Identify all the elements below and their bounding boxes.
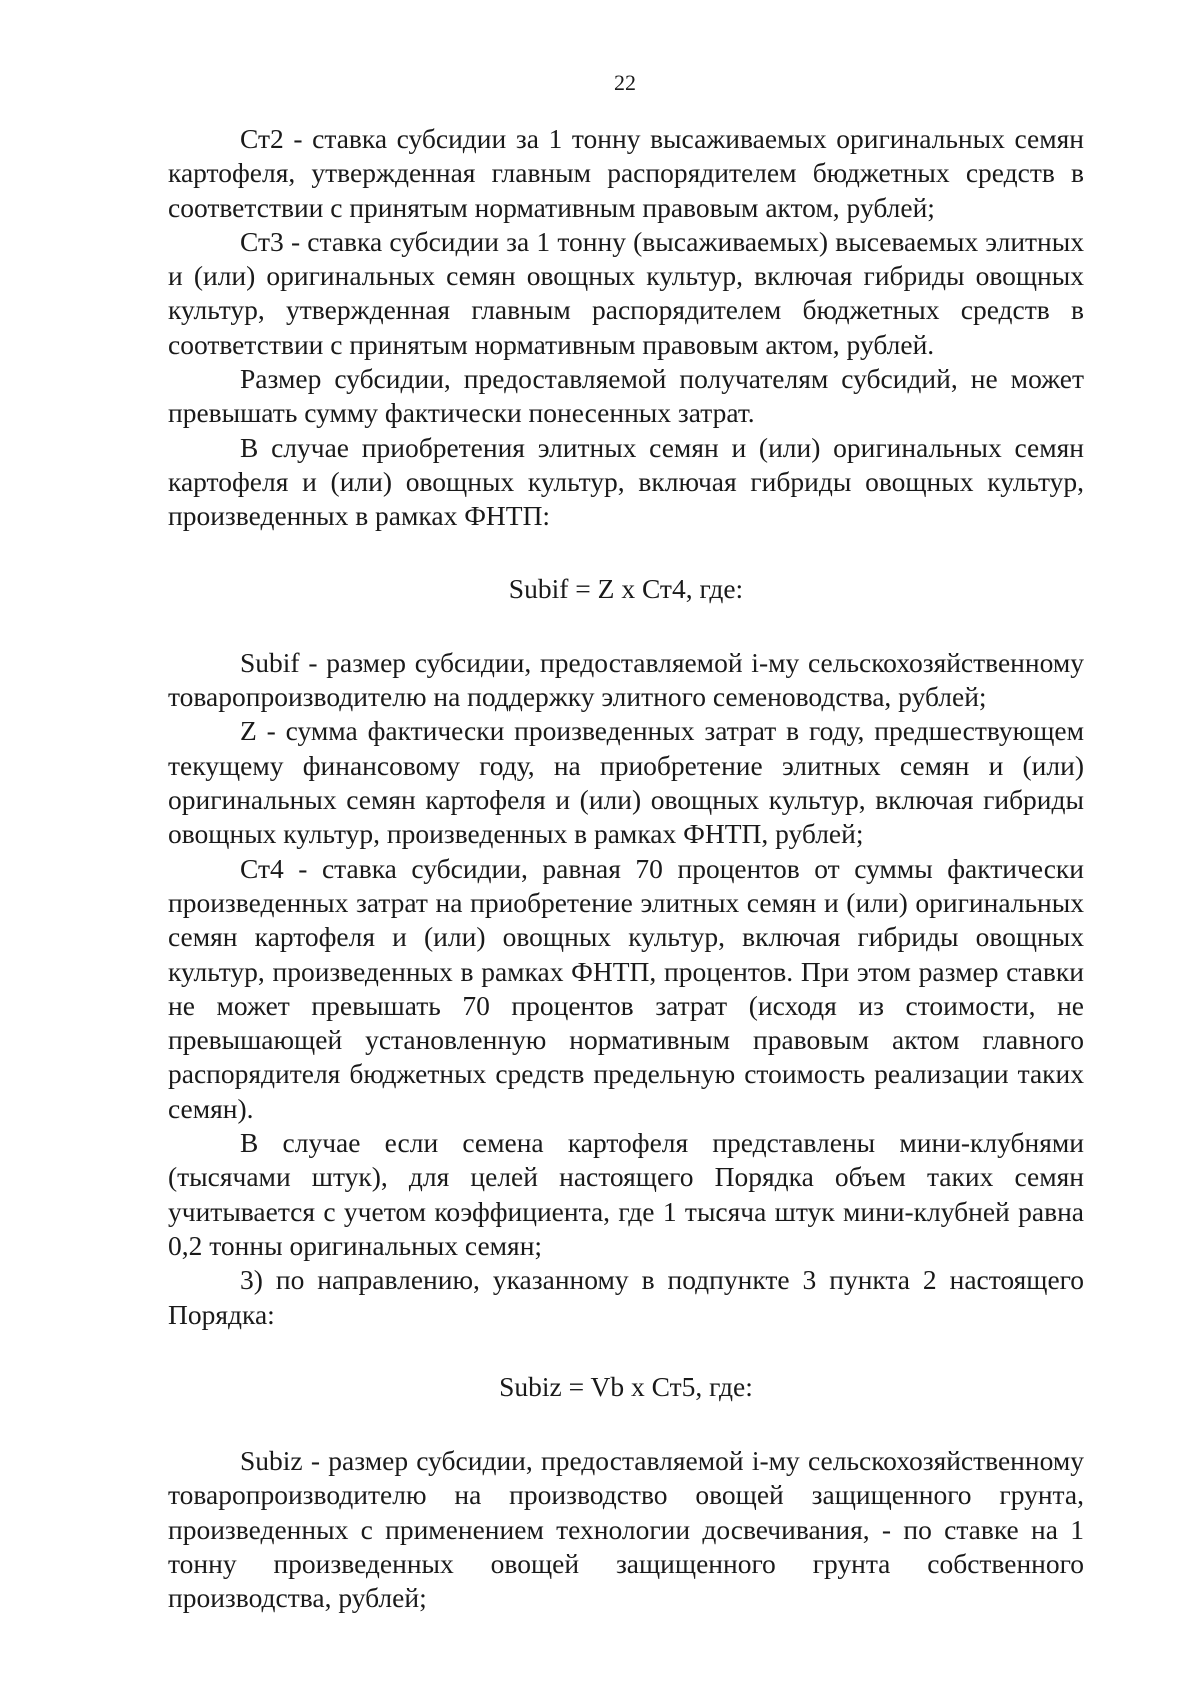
paragraph-subiz-definition: Subiz - размер субсидии, предоставляемой i-му сельскохозяйственному товаропроизводителю на производство овощей защищенного грунта, произведенных с применением технологии досвечивания, - по ставке на 1 тонну произведенных овощей защищенного грунта собственного производства, рублей;	[168, 1445, 1084, 1614]
document-body	[168, 122, 1084, 1616]
paragraph-st4-definition: Ст4 - ставка субсидии, равная 70 процентов от суммы фактически произведенных затрат на приобретение элитных семян и (или) оригинальных семян картофеля и (или) овощных культур, включая гибриды овощных культур, произведенных в рамках ФНТП, процентов. При этом размер ставки не может превышать 70 процентов затрат (исходя из стоимости, не превышающей установленную нормативным правовым актом главного распорядителя бюджетных средств предельную стоимость реализации таких семян).	[168, 852, 1084, 1124]
paragraph-subif-definition: Subif - размер субсидии, предоставляемой i-му сельскохозяйственному товаропроизводителю на поддержку элитного семеноводства, рублей;	[168, 646, 1084, 713]
paragraph-mini-tubers: В случае если семена картофеля представлены мини-клубнями (тысячами штук), для целей настоящего Порядка объем таких семян учитывается с учетом коэффициента, где 1 тысяча штук мини-клубней равна 0,2 тонны оригинальных семян;	[168, 1127, 1084, 1261]
paragraph-st3-definition: Ст3 - ставка субсидии за 1 тонну (высаживаемых) высеваемых элитных и (или) оригинальных семян овощных культур, включая гибриды овощных культур, утвержденная главным распорядителем бюджетных средств в соответствии с принятым нормативным правовым актом, рублей.	[168, 225, 1084, 360]
formula-subif: Subif = Z x Ст4, где:	[508, 572, 744, 604]
formula-subiz: Subiz = Vb x Ст5, где:	[499, 1370, 753, 1402]
paragraph-direction-3: 3) по направлению, указанному в подпункте 3 пункта 2 настоящего Порядка:	[168, 1264, 1084, 1330]
paragraph-elite-seeds-case: В случае приобретения элитных семян и (или) оригинальных семян картофеля и (или) овощных культур, включая гибриды овощных культур, произведенных в рамках ФНТП:	[168, 431, 1084, 532]
paragraph-st2-definition: Ст2 - ставка субсидии за 1 тонну высаживаемых оригинальных семян картофеля, утвержденная главным распорядителем бюджетных средств в соответствии с принятым нормативным правовым актом, рублей;	[168, 123, 1084, 223]
page-number: 22	[614, 70, 636, 95]
paragraph-subsidy-limit: Размер субсидии, предоставляемой получателям субсидий, не может превышать сумму фактически понесенных затрат.	[168, 363, 1084, 429]
paragraph-z-definition: Z - сумма фактически произведенных затрат в году, предшествующем текущему финансовому году, на приобретение элитных семян и (или) оригинальных семян картофеля и (или) овощных культур, включая гибриды овощных культур, произведенных в рамках ФНТП, рублей;	[168, 715, 1084, 850]
